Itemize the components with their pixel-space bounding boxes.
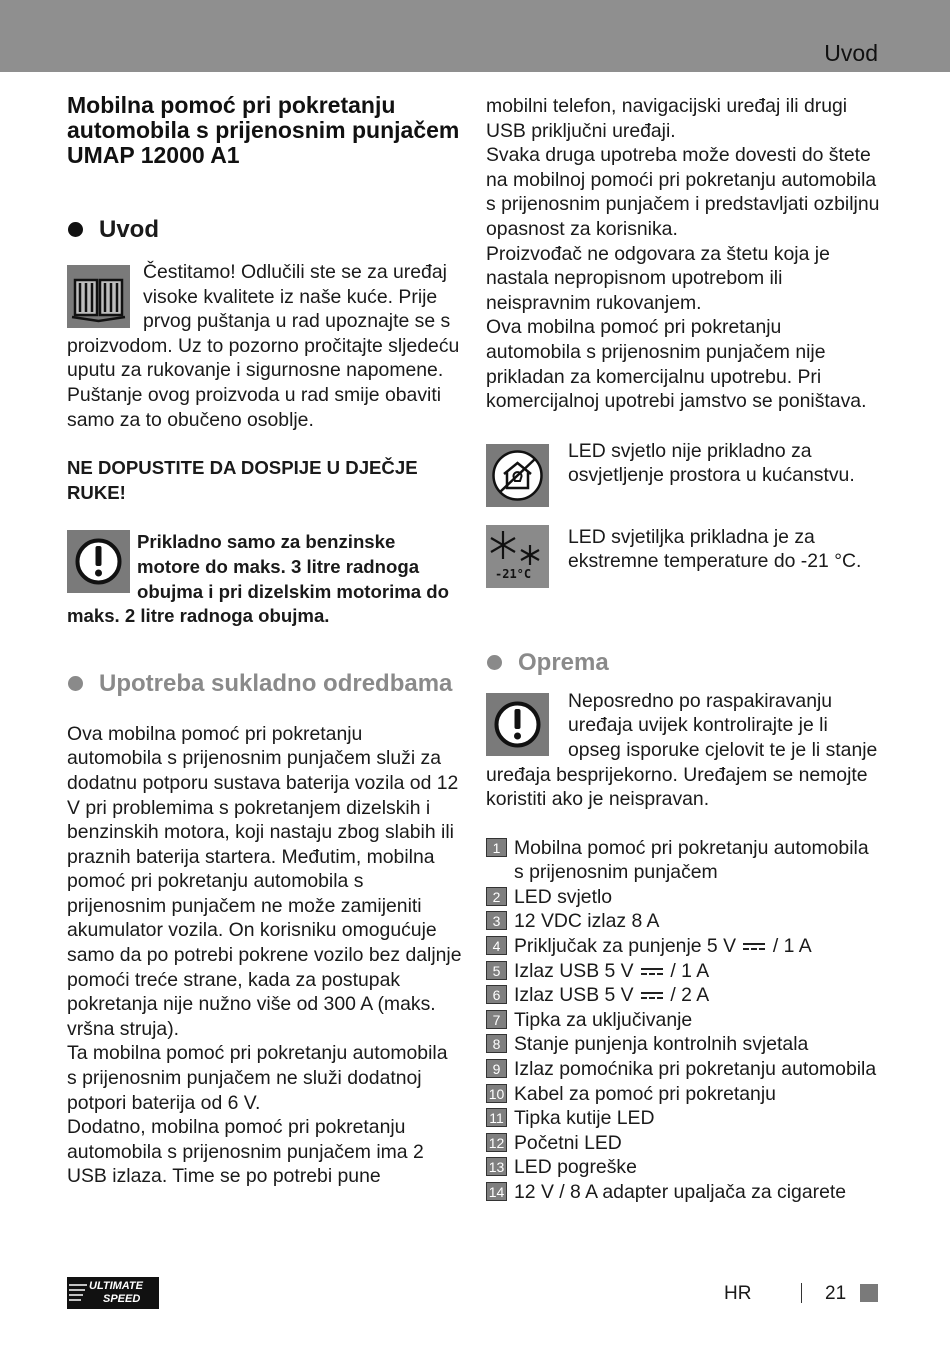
heading-uvod: [67, 217, 462, 242]
equipment-block: [486, 689, 881, 812]
item-text: Stanje punjenja kontrolnih svjetala: [514, 1033, 809, 1056]
item-text: Tipka za uključivanje: [514, 1008, 693, 1031]
dc-symbol-icon: [641, 967, 663, 977]
item-number: 3: [486, 911, 507, 930]
list-item: [486, 1106, 881, 1131]
exclamation-icon: [486, 693, 549, 756]
intro-text: Čestitamo! Odlučili ste se za uređaj visoke kvalitete iz naše kuće. Prije prvog puštanja u rad upoznajte se s proizvodom. Uz to pozorno pročitajte sljedeću uputu za rukovanje i sigurnosne napomene. Puštanje ovog proizvoda u rad smije obaviti samo za to obučeno osoblje.: [67, 261, 460, 431]
item-text: LED pogreške: [514, 1156, 637, 1179]
footer-divider: [801, 1283, 802, 1303]
cont-paragraph-4: Ova mobilna pomoć pri pokretanju automobila s prijenosnim punjačem nije prikladan za komercijalnu upotrebu. Pri komercijalnoj upotrebi jamstvo se poništava.: [486, 316, 867, 413]
bullet-icon: [68, 676, 83, 691]
item-text: Početni LED: [514, 1131, 622, 1154]
list-item: [486, 983, 881, 1008]
item-number: 12: [486, 1133, 507, 1152]
item-text: Izlaz pomoćnika pri pokretanju automobila: [514, 1058, 877, 1081]
list-item: [486, 1032, 881, 1057]
manual-book-icon: [67, 265, 130, 328]
item-text: Priključak za punjenje 5 V: [514, 935, 737, 958]
item-text: 12 V / 8 A adapter upaljača za cigarete: [514, 1181, 847, 1203]
page-number: 21: [825, 1283, 847, 1304]
item-text: Izlaz USB 5 V: [514, 959, 634, 982]
item-number: 9: [486, 1059, 507, 1078]
snowflake-temperature-icon: [486, 525, 549, 588]
item-text: 12 VDC izlaz 8 A: [514, 910, 660, 933]
item-number: 11: [486, 1108, 507, 1127]
logo-text-ultimate: ULTIMATE: [89, 1280, 143, 1292]
document-title: Mobilna pomoć pri pokretanju automobila s prijenosnim punjačem UMAP 12000 A1: [67, 92, 460, 168]
item-number: 1: [486, 838, 507, 857]
no-household-lighting-icon: [486, 444, 549, 507]
engine-warning-block: [67, 530, 462, 628]
item-text-suffix: / 2 A: [670, 984, 710, 1007]
item-number: 8: [486, 1034, 507, 1053]
list-item: [486, 1082, 881, 1107]
cont-paragraph-1: mobilni telefon, navigacijski uređaj ili drugi USB priključni uređaji.: [486, 95, 848, 142]
item-text-suffix: / 1 A: [772, 935, 812, 958]
list-item: [486, 909, 881, 934]
dc-symbol-icon: [743, 942, 765, 952]
list-item: [486, 1131, 881, 1156]
dc-symbol-icon: [641, 991, 663, 1001]
cont-paragraph-2: Svaka druga upotreba može dovesti do štete na mobilnoj pomoći pri pokretanju automobila s prijenosnim punjačem i predstavljati ozbiljnu opasnost za korisnika.: [486, 144, 880, 240]
item-number: 13: [486, 1157, 507, 1176]
item-text: LED svjetlo: [514, 885, 613, 908]
equipment-list: [486, 836, 881, 1205]
temperature-label: -21°C: [495, 566, 532, 581]
led-house-text: LED svjetlo nije prikladno za osvjetljenje prostora u kućanstvu.: [568, 439, 855, 487]
heading-equipment: [486, 650, 881, 675]
item-number: 14: [486, 1182, 507, 1201]
page-marker-square: [860, 1284, 878, 1302]
item-number: 6: [486, 985, 507, 1004]
engine-warning-text: Prikladno samo za benzinske motore do maks. 3 litre radnoga obujma i pri dizelskim motorima do maks. 2 litre radnoga obujma.: [67, 531, 450, 627]
left-column: [67, 90, 462, 1189]
item-text: Izlaz USB 5 V: [514, 984, 634, 1007]
cont-paragraph-3: Proizvođač ne odgovara za štetu koja je nastala nepropisnom upotrebom ili neispravnim rukovanjem.: [486, 242, 830, 314]
item-number: 4: [486, 936, 507, 955]
list-item: [486, 1155, 881, 1180]
list-item: [486, 1008, 881, 1033]
language-code: HR: [724, 1283, 752, 1304]
item-text: Kabel za pomoć pri pokretanju: [514, 1082, 776, 1105]
list-item: [486, 934, 881, 959]
children-warning: NE DOPUSTITE DA DOSPIJE U DJEČJE RUKE!: [67, 457, 418, 503]
list-item: [486, 1057, 881, 1082]
list-item: [486, 885, 881, 910]
use-paragraph-3: Dodatno, mobilna pomoć pri pokretanju automobila s prijenosnim punjačem ima 2 USB izlaza. Time se po potrebi pune: [67, 1116, 424, 1188]
bullet-icon: [68, 222, 83, 237]
intro-block: [67, 260, 462, 432]
brand-logo: [67, 1277, 159, 1309]
heading-intended-use-label: Upotreba sukladno odredbama: [99, 669, 453, 697]
section-title: Uvod: [824, 40, 878, 66]
item-number: 5: [486, 961, 507, 980]
led-house-block: [486, 439, 881, 511]
heading-equipment-label: Oprema: [518, 648, 609, 676]
heading-intended-use: [67, 671, 462, 696]
item-number: 10: [486, 1084, 507, 1103]
list-item: [486, 959, 881, 984]
use-paragraph-2: Ta mobilna pomoć pri pokretanju automobila s prijenosnim punjačem ne služi dodatnoj potpori baterija od 6 V.: [67, 1042, 448, 1114]
led-temp-text: LED svjetiljka prikladna je za ekstremne temperature do -21 °C.: [568, 525, 862, 573]
list-item: [486, 1180, 881, 1205]
use-paragraph-1: Ova mobilna pomoć pri pokretanju automobila s prijenosnim punjačem služi za dodatnu potporu sustava baterija vozila od 12 V pri problemima s pokretanjem dizelskih i benzinskih motora, koji nastaju zbog slabih ili praznih baterija startera. Međutim, mobilna pomoć pri pokretanju automobila s prijenosnim punjačem ne može zamijeniti akumulator vozila. On korisniku omogućuje samo da po potrebi pokrene vozilo bez daljnje pomoći treće strane, kada za postupak pokretanja nije nužno više od 300 A (maks. vršna struja).: [67, 722, 462, 1040]
item-text: Tipka kutije LED: [514, 1107, 655, 1130]
heading-uvod-label: Uvod: [99, 216, 159, 243]
equipment-text: Neposredno po raspakiravanju uređaja uvijek kontrolirajte je li opseg isporuke cjelovit te je li stanje uređaja besprijekorno. Uređajem se nemojte koristiti ako je neispravan.: [486, 689, 878, 811]
bullet-icon: [487, 655, 502, 670]
item-number: 2: [486, 887, 507, 906]
right-column: [486, 94, 881, 1205]
logo-text-speed: SPEED: [103, 1293, 141, 1305]
item-text: Mobilna pomoć pri pokretanju automobila s prijenosnim punjačem: [514, 836, 869, 884]
item-number: 7: [486, 1010, 507, 1029]
list-item: [486, 836, 881, 885]
header-bar: [0, 0, 950, 72]
led-temp-block: [486, 525, 881, 592]
exclamation-icon: [67, 530, 130, 593]
item-text-suffix: / 1 A: [670, 959, 710, 982]
